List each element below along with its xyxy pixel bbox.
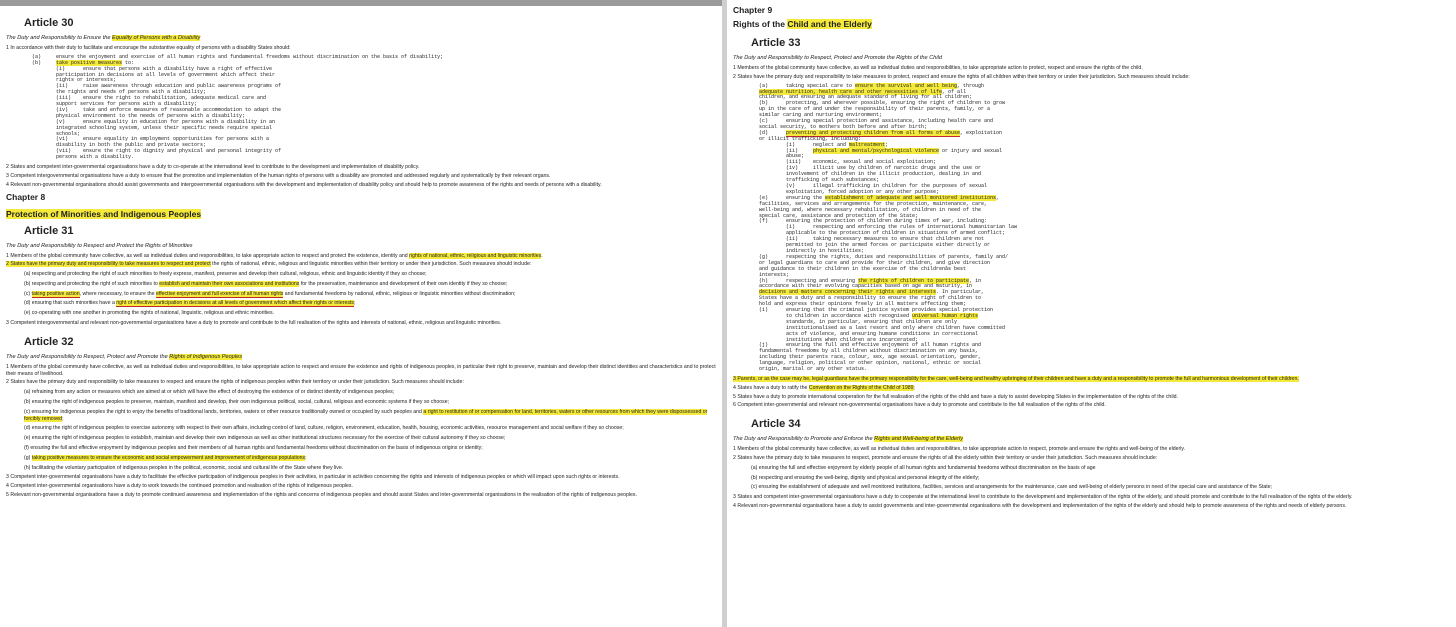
- article-34-para-3: 3 States and competent inter-governmental organisations have a duty to cooperate at the international level to contribute to the development and implementation of the rights of the elderly, and should promote and contribute to the full realisation of the rights of the elderly.: [733, 494, 1353, 501]
- article-31-para-3: 3 Competent intergovernmental and relevant non-governmental organisations have a duty to promote and contribute to the full realisation of the rights and interests of national, ethnic, religious and linguistic minorities.: [6, 320, 502, 327]
- article-32-item-e: (e) ensuring the right of indigenous peoples to establish, maintain and develop their own indigenous as well as other institutional structures necessary for the exercise of their cultural autonomy if they so choose;: [24, 435, 506, 442]
- article-32-para-2: 2 States have the primary duty and responsibility to take measures to respect and ensure the rights of indigenous peoples within their territory or under their jurisdiction. Such measures should include:: [6, 379, 464, 386]
- article-34-item-a: (a) ensuring the full and effective enjoyment by elderly people of all human rights and fundamental freedoms without discrimination on the basis of age: [751, 464, 1096, 471]
- article-32-subtitle: The Duty and Responsibility to Respect, Protect and Promote the Rights of Indigenous Peoples: [6, 353, 243, 360]
- article-34-item-c: (c) ensuring the establishment of adequate and well monitored institutions, facilities, services and arrangements for the maintenance, care and well-being of elderly persons in need of the special care and assistance of the State;: [751, 484, 1273, 491]
- article-33-para-3: 3 Parents, or as the case may be, legal guardians have the primary responsibility for the care, well-being and healthy upbringing of their children and have a duty and a responsibility to promote the full and harmonious development of their children.: [733, 376, 1299, 382]
- article-34-para-2: 2 States have the primary duty to take measures to respect, promote and ensure the rights of all the elderly within their territory or under their jurisdiction. Such measures should include:: [733, 454, 1158, 461]
- chapter-8-title: Protection of Minorities and Indigenous Peoples: [6, 208, 202, 219]
- article-33-para-1: 1 Members of the global community have collective, as well as individual duties and responsibilities, to take appropriate action to protect, respect and ensure the rights of the child.: [733, 65, 1143, 71]
- chapter-9-label: Chapter 9: [733, 5, 773, 15]
- article-32-para-3: 3 Competent inter-governmental organisations have a duty to facilitate the effective participation of indigenous peoples in their activities, in particular in activities concerning the rights and interests of indigenous peoples or which will impact upon such rights or interests.: [6, 474, 620, 481]
- chapter-8-label: Chapter 8: [6, 191, 46, 202]
- article-32-item-d: (d) ensuring the right of indigenous peoples to exercise autonomy with respect to their own affairs, including control of land, culture, religion, environment, education, health, housing, economic activities, resource management and social welfare if they so choose;: [24, 425, 624, 432]
- chapter-9-title: Rights of the Child and the Elderly: [733, 19, 872, 29]
- article-30-para-2: 2 States and competent inter-governmental organisations have a duty to co-operate at the international level to contribute to the development and implementation of disability policy.: [6, 164, 420, 171]
- article-31-subtitle: The Duty and Responsibility to Respect and Protect the Rights of Minorities: [6, 242, 193, 249]
- article-31-item-d: (d) ensuring that such minorities have a right of effective participation in decisions at all levels of government which affect their rights or interests;: [24, 300, 356, 307]
- article-33-para-5: 5 States have a duty to promote international cooperation for the full realisation of the rights of the child and have a duty to assist developing States in the implementation of the rights of the child.: [733, 393, 1178, 400]
- article-30-heading: Article 30: [24, 17, 74, 29]
- article-32-item-f: (f) ensuring the full and effective enjoyment by indigenous peoples and their members of all human rights and fundamental freedoms without discrimination on the basis of indigenous origins or identity;: [24, 445, 483, 452]
- article-32-para-4: 4 Competent inter-governmental organisations have a duty to work towards the continued promotion and realisation of the rights of indigenous peoples.: [6, 483, 353, 490]
- article-34-item-b: (b) respecting and ensuring the well-being, dignity and physical and personal integrity of the elderly;: [751, 474, 980, 481]
- article-31-item-b: (b) respecting and protecting the right of such minorities to establish and maintain their own associations and institutions for the preservation, maintenance and development of their own identity if they so choose;: [24, 280, 508, 287]
- article-34-subtitle: The Duty and Responsibility to Promote and Enforce the Rights and Well-being of the Elderly: [733, 436, 963, 443]
- article-32-item-a: (a) refraining from any action or measures which are aimed at or which will have the effect of destroying the existence of or distinct identity of indigenous peoples;: [24, 389, 395, 396]
- article-30-para-4: 4 Relevant non-governmental organisations should assist governments and intergovernmental organisations with the development and implementation of disability policy and should help to promote awareness of the rights and needs of persons with a disability.: [6, 181, 602, 188]
- article-30-measures: (a) ensure the enjoyment and exercise of all human rights and fundamental freedoms without discrimination on the basis of disability; (b) take positive measures to: (i) ensure that persons with a disability have a right of effective participation in decisions at all levels of government which affect their rights or interests; (ii) raise awareness through education and public awareness programs of the rights and needs of persons with a disability; (iii) ensure the right to rehabilitation, adequate medical care and support services for persons with a disability; (iv) take and enforce measures of reasonable accommodation to adapt the physical environment to the needs of persons with a disability; (v) ensure equality in education for persons with a disability in an integrated schooling system, unless their specific needs require special schools; (vi) ensure equality in employment opportunities for persons with a disability in both the public and private sectors; (vii) ensure the right to dignity and physical and personal integrity of persons with a disability.: [32, 53, 444, 161]
- article-32-item-g: (g) taking positive measures to ensure the economic and social empowerment and improvement of indigenous populations;: [24, 454, 307, 461]
- article-32-heading: Article 32: [24, 335, 74, 348]
- left-page: [0, 0, 722, 627]
- article-32-para-5: 5 Relevant non-governmental organisations have a duty to promote continued awareness and implementation of the rights and concerns of indigenous peoples and should assist States and inter-governmental organisations in the realisation of the rights of indigenous peoples.: [6, 492, 637, 499]
- article-32-item-b: (b) ensuring the right of indigenous peoples to preserve, maintain, manifest and develop, their own indigenous political, social, cultural, religious and economic systems if they so choose;: [24, 399, 450, 406]
- article-32-para-1: 1 Members of the global community have collective, as well as individual duties and responsibilities, to take appropriate action to respect and ensure the existence and rights of indigenous peoples, in particular their right to preserve, maintain and develop their distinct identities and characteristics and to protect their means of livelihood.: [6, 363, 716, 377]
- article-30-subtitle: The Duty and Responsibility to Ensure the Equality of Persons with a Disability: [6, 35, 201, 41]
- article-32-item-c: (c) ensuring for indigenous peoples the right to enjoy the benefits of traditional lands, territories, waters or other resource traditionally owned or occupied by such peoples and a right to restitution of or compensation for land, territories, waters or other resources from which they were dispossessed or forcibly removed;: [24, 408, 708, 422]
- article-33-subtitle: The Duty and Responsibility to Respect, Protect and Promote the Rights of the Child: [733, 55, 942, 61]
- article-34-para-4: 4 Relevant non-governmental organisations have a duty to assist governments and inter-governmental organisations with the development and implementation of the rights of the elderly and should help to promote awareness of the rights and needs of elderly persons.: [733, 502, 1347, 509]
- article-31-item-a: (a) respecting and protecting the right of such minorities to freely express, manifest, preserve and develop their cultural, religious, ethnic and linguistic identity if they so choose;: [24, 271, 427, 278]
- article-33-para-4: 4 States have a duty to ratify the Convention on the Rights of the Child of 1989;: [733, 384, 915, 391]
- article-34-heading: Article 34: [751, 418, 801, 431]
- article-34-para-1: 1 Members of the global community have collective, as well as individual duties and responsibilities, to take appropriate action to respect, promote and ensure the rights and well-being of the elderly.: [733, 446, 1186, 453]
- article-33-para-2: 2 States have the primary duty and responsibility to take measures to protect, respect and ensure the rights of all children within their territory or under their jurisdiction. Such measures should include:: [733, 73, 1190, 80]
- article-30-para-1: 1 In accordance with their duty to facilitate and encourage the substantive equality of persons with a disability States should:: [6, 45, 291, 51]
- article-31-para-1: 1 Members of the global community have collective, as well as individual duties and responsibilities, to take appropriate action to respect and protect the existence, identity and rights of national, ethnic, religious and linguistic minorities.: [6, 252, 543, 259]
- article-33-measures: (a) taking special care to ensure the survival and well being, through adequate nutrition, health care and other necessities of life, of all children, and ensuring an adequate standard of living for all children; (b) protecting, and wherever possible, ensuring the right of children to grow up in the care of and under the responsibility of their parents, family, or a similar caring and nurturing environment; (c) ensuring special protection and assistance, including health care and social security, to mothers both before and after birth; (d) preventing and protecting children from all forms of abuse, exploitation or illicit trafficking, including: (i) neglect and maltreatment; (ii) physical and mental/psychological violence or injury and sexual abuse; (iii) economic, sexual and social exploitation; (iv) illicit use by children of narcotic drugs and the use or involvement of children in the illicit production, dealing in and trafficking of such substances; (v) illegal trafficking in children for the purposes of sexual exploitation, forced adoption or any other purpose; (e) ensuring the establishment of adequate and well monitored institutions, facilities, services and arrangements for the protection, maintenance, care, well-being and, where necessary rehabilitation, of children in need of the special care, assistance and protection of the State; (f) ensuring the protection of children during times of war, including: (i) respecting and enforcing the rules of international humanitarian law applicable to the protection of children in situations of armed conflict; (ii) taking necessary measures to ensure that children are not permitted to join the armed forces or participate either directly or indirectly in hostilities; (g) respecting the rights, duties and responsibilities of parents, family and/ or legal guardians to care and provide for their children, and give direction and guidance to their children in the exercise of the childrenâs best interests; (h) respecting and ensuring the rights of children to participate, in accordance with their evolving capacities based on age and maturity, in decisions and matters concerning their rights and interests. In particular, States have a duty and a responsibility to ensure the right of children to hold and express their opinions freely in all matters affecting them; (i) ensuring that the criminal justice system provides special protection to children in accordance with recognised universal human rights standards, in particular, ensuring that children are only institutionalised as a last resort and only where children have committed acts of violence, and ensuring humane conditions in correctional institutions when children are incarcerated; (j) ensuring the full and effective enjoyment of all human rights and fundamental freedoms by all children without discrimination on any basis, including their parents race, colour, sex, age sexual orientation, gender, language, religion, political or other opinion, national, ethnic or social origin, marital or any other status.: [759, 82, 1018, 373]
- article-30-para-3: 3 Competent intergovernmental organisations have a duty to ensure that the promotion and implementation of the human rights of persons with a disability are promoted and addressed regularly and systematically by their relevant organs.: [6, 172, 551, 179]
- article-31-heading: Article 31: [24, 224, 74, 237]
- article-33-para-6: 6 Competent inter-governmental and relevant non-governmental organisations have a duty to promote and contribute to the full realisation of the rights of the child.: [733, 402, 1106, 409]
- article-31-item-e: (e) co-operating with one another in promoting the rights of national, linguistic, religious and ethnic minorities.: [24, 310, 275, 317]
- article-32-item-h: (h) facilitating the voluntary participation of indigenous peoples in the political, economic, social and cultural life of the State where they live.: [24, 464, 344, 471]
- article-31-para-2: 2 States have the primary duty and responsibility to take measures to respect and protect the rights of national, ethnic, religious and linguistic minorities within their territory or under their jurisdiction. Such measures should include:: [6, 261, 532, 268]
- right-page: [727, 0, 1456, 627]
- article-31-item-c: (c) taking positive action, where necessary, to ensure the effective enjoyment and full exercise of all human rights and fundamental freedoms by national, ethnic, religious or linguistic minorities without discrimination;: [24, 290, 516, 297]
- article-33-heading: Article 33: [751, 37, 801, 49]
